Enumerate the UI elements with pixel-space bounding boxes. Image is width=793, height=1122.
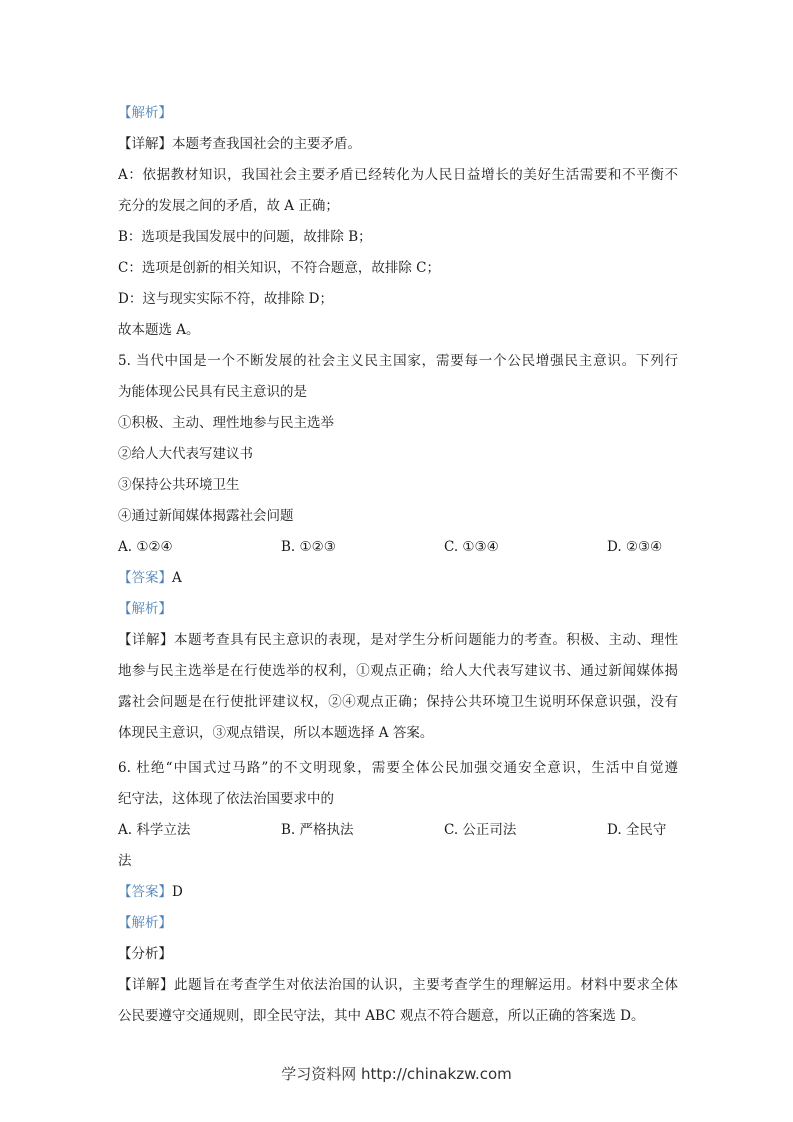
footer-watermark: 学习资料网 http://chinakzw.com: [281, 1065, 512, 1083]
paragraph-line: A：依据教材知识，我国社会主要矛盾已经转化为人民日益增长的美好生活需要和不平衡不: [118, 167, 678, 183]
answer-line: [118, 883, 183, 901]
answer-value: D: [172, 884, 183, 900]
detail-text: 【详解】本题考查我国社会的主要矛盾。: [118, 136, 361, 152]
statement-item: ①积极、主动、理性地参与民主选举: [118, 415, 334, 431]
question-6-stem: 纪守法，这体现了依法治国要求中的: [118, 791, 334, 807]
analysis-label: 【解析】: [118, 915, 172, 931]
option-a: A. ①②④: [118, 539, 173, 555]
analysis-label: 【解析】: [118, 601, 172, 617]
question-6-stem: 6. 杜绝“中国式过马路”的不文明现象，需要全体公民加强交通安全意识，生活中自觉遵: [118, 760, 678, 776]
paragraph-line: 充分的发展之间的矛盾，故 A 正确；: [118, 198, 339, 214]
option-b: B. ①②③: [281, 539, 336, 555]
statement-item: ③保持公共环境卫生: [118, 477, 240, 493]
answer-label: 【答案】: [118, 884, 172, 900]
paragraph-line: 故本题选 A。: [118, 322, 200, 338]
question-5-stem: 为能体现公民具有民主意识的是: [118, 384, 307, 400]
analysis-subheading: 【分析】: [118, 946, 172, 962]
paragraph-line: 【详解】本题考查具有民主意识的表现，是对学生分析问题能力的考查。积极、主动、理性: [118, 632, 678, 648]
answer-value: A: [172, 570, 182, 586]
statement-item: ④通过新闻媒体揭露社会问题: [118, 508, 294, 524]
answer-label: 【答案】: [118, 570, 172, 586]
analysis-label: 【解析】: [118, 105, 172, 121]
paragraph-line: C：选项是创新的相关知识，不符合题意，故排除 C；: [118, 260, 440, 276]
paragraph-line: 法: [118, 853, 132, 869]
paragraph-line: D：这与现实实际不符，故排除 D；: [118, 291, 333, 307]
option-d: D. ②③④: [607, 539, 663, 555]
statement-item: ②给人大代表写建议书: [118, 446, 253, 462]
option-b: B. 严格执法: [281, 822, 354, 838]
answer-line: [118, 569, 182, 587]
paragraph-line: B：选项是我国发展中的问题，故排除 B；: [118, 229, 372, 245]
option-a: A. 科学立法: [118, 822, 191, 838]
option-c: C. 公正司法: [444, 822, 517, 838]
paragraph-line: 公民要遵守交通规则，即全民守法，其中 ABC 观点不符合题意，所以正确的答案选 D。: [118, 1008, 645, 1024]
option-d: D. 全民守: [607, 822, 667, 838]
paragraph-line: 体现民主意识，③观点错误，所以本题选择 A 答案。: [118, 725, 434, 741]
paragraph-line: 【详解】此题旨在考查学生对依法治国的认识，主要考查学生的理解运用。材料中要求全体: [118, 977, 678, 993]
paragraph-line: 地参与民主选举是在行使选举的权利，①观点正确；给人大代表写建议书、通过新闻媒体揭: [118, 663, 678, 679]
question-5-stem: 5. 当代中国是一个不断发展的社会主义民主国家，需要每一个公民增强民主意识。下列行: [118, 353, 678, 369]
option-c: C. ①③④: [444, 539, 499, 555]
paragraph-line: 露社会问题是在行使批评建议权，②④观点正确；保持公共环境卫生说明环保意识强，没有: [118, 694, 678, 710]
